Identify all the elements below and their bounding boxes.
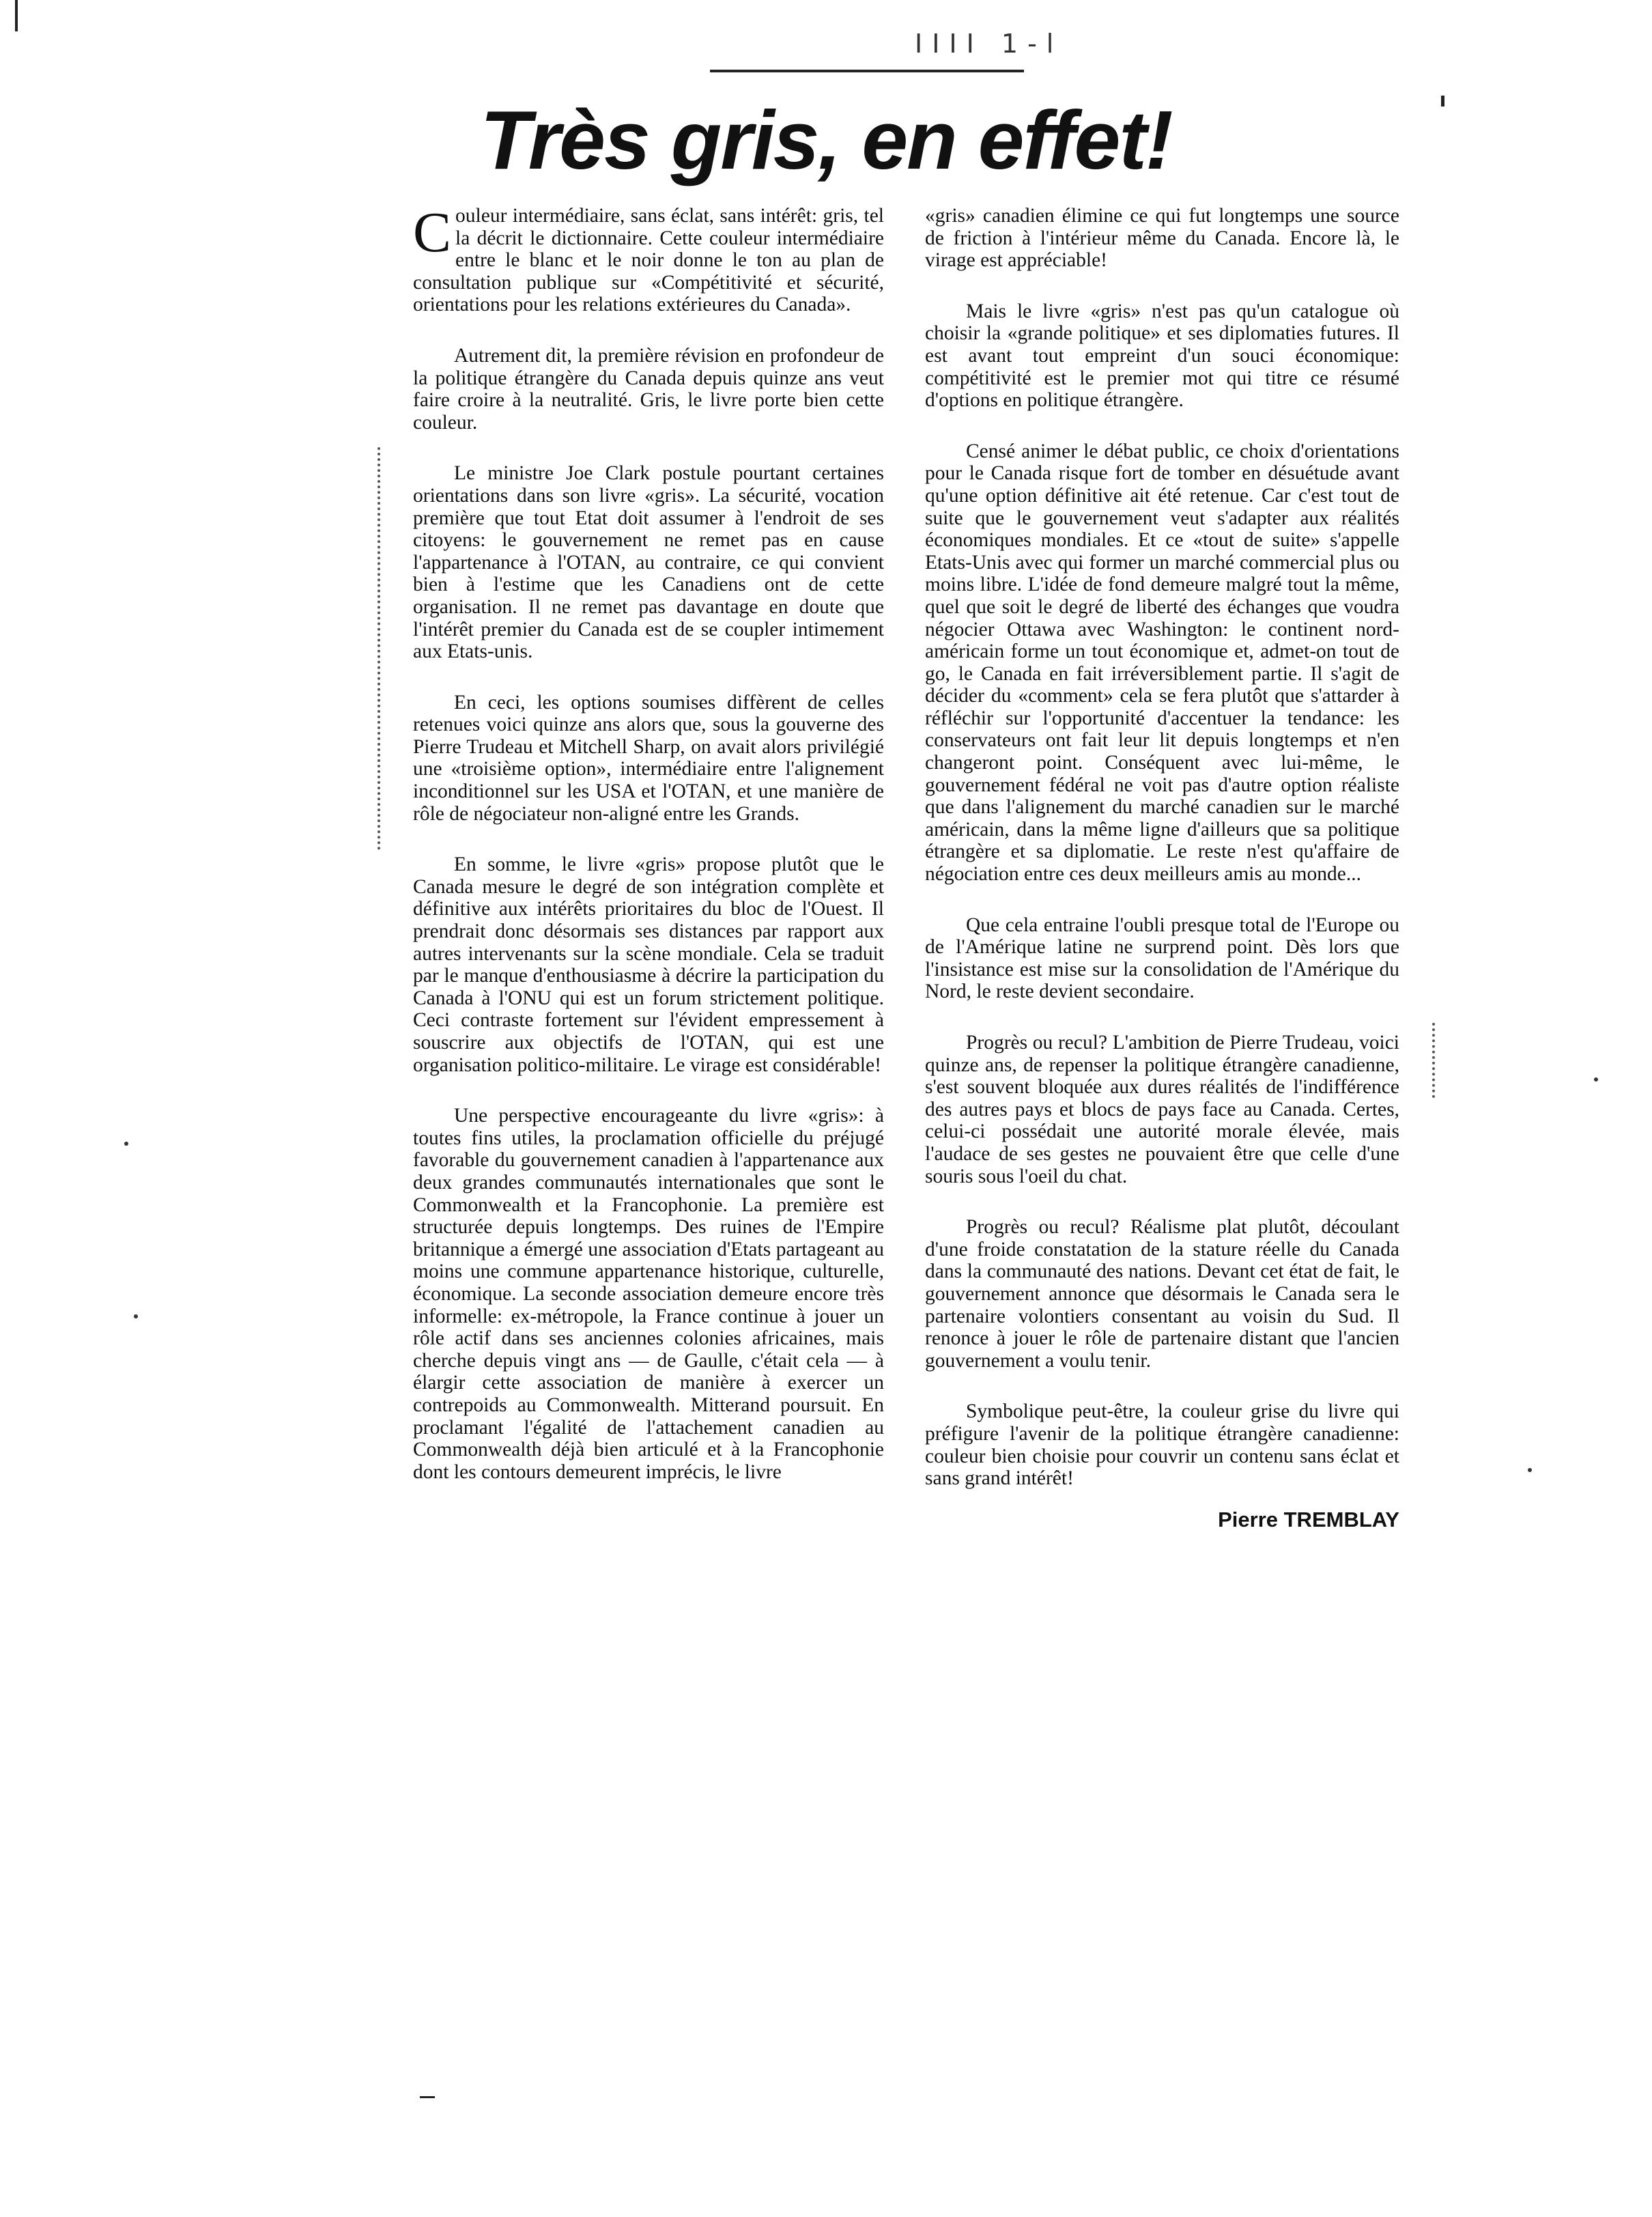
- article-paragraph: Progrès ou recul? Réalisme plat plutôt, découlant d'une froide constatation de la stature réelle du Canada dans la communauté des nations. Devant cet état de fait, le gouvernement annonce que désormais le Canada sera le partenaire volontiers consentant au voisin du Sud. Il renonce à jouer le rôle de partenaire distant que l'ancien gouvernement a voulu tenir.: [925, 1216, 1399, 1372]
- scan-speck: [124, 1142, 128, 1146]
- headline-rule: [710, 70, 1024, 72]
- article-paragraph: «gris» canadien élimine ce qui fut longtemps une source de friction à l'intérieur même du Canada. Encore là, le virage est appréciable!: [925, 205, 1399, 272]
- drop-cap: C: [413, 201, 452, 264]
- article-paragraph: Que cela entraine l'oubli presque total de l'Europe ou de l'Amérique latine ne surprend point. Dès lors que l'insistance est mise sur la consolidation de l'Amérique du Nord, le reste devient secondaire.: [925, 914, 1399, 1003]
- article-paragraph: Une perspective encourageante du livre «gris»: à toutes fins utiles, la proclamation officielle du préjugé favorable du gouvernement canadien à l'appartenance aux deux grandes communautés internationales que sont le Commonwealth et la Francophonie. La première est structurée depuis longtemps. Des ruines de l'Empire britannique a émergé une association d'Etats partageant au moins une commune appartenance historique, culturelle, économique. La seconde association demeure encore très informelle: ex-métropole, la France continue à jouer un rôle actif dans ses anciennes colonies africaines, mais cherche depuis vingt ans — de Gaulle, c'était cela — à élargir cette association de manière à exercer un contrepoids au Commonwealth. Mitterand poursuit. En proclamant l'égalité de l'attachement canadien au Commonwealth déjà bien articulé et à la Francophonie dont les contours demeurent imprécis, le livre: [413, 1105, 884, 1483]
- article-paragraph: Progrès ou recul? L'ambition de Pierre Trudeau, voici quinze ans, de repenser la politique étrangère canadienne, s'est souvent bloquée aux dures réalités de l'indifférence des autres pays et blocs de pays face au Canada. Certes, celui-ci possédait une autorité morale élevée, mais l'audace de ses gestes ne pouvaient être que celle d'une souris sous l'oeil du chat.: [925, 1032, 1399, 1187]
- margin-dotted-line: [378, 447, 380, 850]
- article-left-column: [413, 201, 884, 1512]
- article-title: Très gris, en effet!: [480, 94, 1172, 186]
- article-paragraph: [413, 201, 884, 316]
- article-right-column: [925, 205, 1399, 1531]
- scan-speck: [1594, 1077, 1598, 1082]
- article-paragraph: Censé animer le débat public, ce choix d'orientations pour le Canada risque fort de tomber en désuétude avant qu'une option définitive ait été retenue. Car c'est tout de suite que le gouvernement veut s'adapter aux réalités économiques mondiales. Et ce «tout de suite» s'appelle Etats-Unis avec qui former un marché commercial plus ou moins libre. L'idée de fond demeure malgré tout la même, quel que soit le degré de liberté des échanges que voudra négocier Ottawa avec Washington: le continent nord-américain forme un tout économique et, admet-on tout de go, le Canada en fait irréversiblement partie. Il s'agit de décider du «comment» cela se fera plutôt que s'attarder à réfléchir sur l'opportunité d'accentuer la tendance: les conservateurs ont fait leur lit depuis longtemps et n'en changeront point. Conséquent avec lui-même, le gouvernement fédéral ne voit pas d'autre option réaliste que dans l'alignement du marché canadien sur le marché américain, dans la même ligne d'ailleurs que sa politique étrangère et sa diplomatie. Le reste n'est qu'affaire de négociation entre ces deux meilleurs amis au monde...: [925, 440, 1399, 886]
- scan-edge-mark: [420, 2096, 435, 2098]
- article-paragraph: En ceci, les options soumises diffèrent de celles retenues voici quinze ans alors que, sous la gouverne des Pierre Trudeau et Mitchell Sharp, on avait alors privilégié une «troisième option», intermédiaire entre l'alignement inconditionnel sur les USA et l'OTAN, et une manière de rôle de négociateur non-aligné entre les Grands.: [413, 691, 884, 825]
- scan-speck: [134, 1314, 138, 1318]
- scan-edge-mark: [15, 0, 18, 31]
- byline: Pierre TREMBLAY: [1218, 1507, 1399, 1531]
- article-paragraph: En somme, le livre «gris» propose plutôt que le Canada mesure le degré de son intégration complète et définitive aux intérêts prioritaires du bloc de l'Ouest. Il prendrait donc désormais ses distances par rapport aux autres intervenants sur la scène mondiale. Cela se traduit par le manque d'enthousiasme à décrire la participation du Canada à l'ONU qui est un forum strictement politique. Ceci contraste fortement sur l'évident empressement à souscrire aux objectifs de l'OTAN, qui est une organisation politico-militaire. Le virage est considérable!: [413, 853, 884, 1076]
- article-paragraph: Autrement dit, la première révision en profondeur de la politique étrangère du Canada depuis quinze ans veut faire croire à la neutralité. Gris, le livre porte bien cette couleur.: [413, 344, 884, 434]
- header-scrawl: IIII 1-l: [915, 29, 1064, 59]
- article-paragraph: Symbolique peut-être, la couleur grise du livre qui préfigure l'avenir de la politique étrangère canadienne: couleur bien choisie pour couvrir un contenu sans éclat et sans grand intérêt!: [925, 1400, 1399, 1490]
- article-paragraph: Le ministre Joe Clark postule pourtant certaines orientations dans son livre «gris». La sécurité, vocation première que tout Etat doit assumer à l'endroit de ses citoyens: le gouvernement ne remet pas en cause l'appartenance à l'OTAN, au contraire, ce qui convient bien à l'estime que les Canadiens ont de cette organisation. Il ne remet pas davantage en doute que l'intérêt premier du Canada est de se coupler intimement aux Etats-unis.: [413, 462, 884, 663]
- scan-speck: [1528, 1468, 1532, 1472]
- article-paragraph: Mais le livre «gris» n'est pas qu'un catalogue où choisir la «grande politique» et ses diplomaties futures. Il est avant tout empreint d'un souci économique: compétitivité est le premier mot qui titre ce résumé d'options en politique étrangère.: [925, 300, 1399, 412]
- paragraph-text: ouleur intermédiaire, sans éclat, sans intérêt: gris, tel la décrit le dictionnaire. Cette couleur intermédiaire entre le blanc et le noir donne le ton au plan de consultation publique sur «Compétitivité et sécurité, orientations pour les relations extérieures du Canada».: [413, 205, 884, 316]
- margin-dotted-line: [1432, 1023, 1435, 1098]
